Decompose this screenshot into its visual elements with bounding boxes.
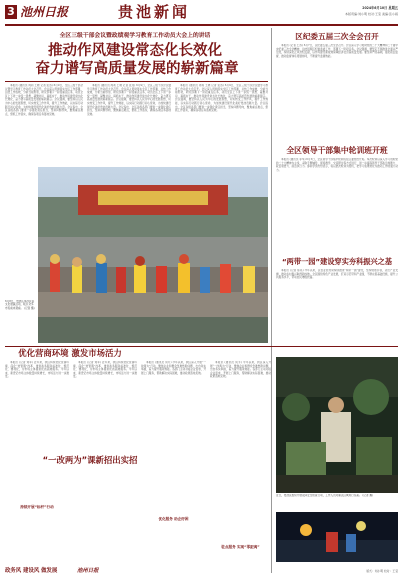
masthead-rule <box>5 24 398 26</box>
night-street-image <box>276 512 398 562</box>
footer <box>5 565 398 577</box>
footer-print-line: 版式：刘小明 校对：王莹 <box>366 569 398 573</box>
bottom-left-1-headline: 优化营商环境 激发市场活力 <box>18 348 122 358</box>
lead-headline-2: 奋力谱写高质量发展的崭新篇章 <box>35 61 239 77</box>
section-title: 贵池新闻 <box>118 3 191 21</box>
bottom-left-1-body: 本报讯 (记者 刘军) 近年来，我区持续优化营商环境，深化“放管服”改革，推进政务服务标准化、规范化、便利化，为市场主体提供优质高效服务。今年以来，新登记市场主体数量持续增长，市场活力进一步激发。 <box>5 361 69 379</box>
left-column-separator <box>271 28 272 573</box>
bottom-sub-3: 驻点服务 实现“零距离” <box>221 545 260 549</box>
right-mid-body: 本报讯 (通讯员 李华) 6月5日，全区领导干部集中轮训班在区委党校开班。本次轮训以深入学习贯彻党的二十大精神为主线，采取专题辅导、现场教学、交流研讨等方式进行，进一步提高领导干部政治判断力、政治领悟力、政治执行力。参训学员纷纷表示，将以此次轮训为契机，把学习成果转化为推动工作的强大动力。 <box>276 158 398 172</box>
right-top-headline: 区纪委五届三次全会召开 <box>295 32 379 41</box>
bottom-left-2-body-col-2: 本报讯 (通讯员 何芳) 今年以来，我区深入开展“一改两为”行动，聚焦企业和群众急难愁盼问题，出台务实举措，着力提升服务效能。各部门主动对接企业需求，开展上门服务，帮助解决实际困难，推动政策落地见效。 <box>210 361 271 379</box>
photo-caption: 6月8日，贵池区举办民俗文化展演活动，吸引众多市民前来观看。 (记者 摄) <box>5 300 35 310</box>
lead-kicker: 全区三级干部会议暨政绩观学习教育工作动员大会上的讲话 <box>59 33 211 39</box>
lead-body-col-3: 本报讯 (通讯员 周莉 王晓 记者 张涛) 6月9日，全区三级干部会议暨学习教育工作动员大会召开。会议深入贯彻落实全区工作部署，总结工作成效，分析当前形势，研究部署下一阶段重点任务，动员全区上下进一步统一思想、凝聚共识、真抓实干，推动作风建设常态化长效化，奋力谱写高质量发展的崭新篇章。会议强调，要坚持以人民为中心的发展思想，切实转变工作作风，提升工作效能，以实际行动践行初心使命，为加快建设现代化美好贵池贡献力量。会议指出，全区各级各部门要进一步强化责任担当，坚持问题导向，聚焦重点难点，狠抓工作落实，确保各项任务落地见效。 <box>175 84 268 113</box>
night-inspection-image <box>276 357 398 493</box>
right-bottom-photo-caption: 近日，贵池区组织开展夜间安全检查行动，工作人员对重点区域进行巡查。 (记者 摄) <box>276 494 374 497</box>
date-line: 2024年6月10日 星期五 <box>362 6 398 10</box>
lead-rule <box>5 81 268 82</box>
logo-text: 池州日报 <box>20 5 69 19</box>
right-bottom-photo <box>276 357 398 493</box>
masthead <box>0 0 402 34</box>
right-mid-headline: 全区领导干部集中轮训班开班 <box>286 146 388 155</box>
lead-photo <box>38 167 268 343</box>
editor-line: 本版责编:刘小明 校对:王莹 美编:张小娟 <box>345 12 398 16</box>
lead-body-col-2: 本报讯 (通讯员 周莉 王晓 记者 张涛) 6月9日，全区三级干部会议暨学习教育工作动员大会召开。会议深入贯彻落实全区工作部署，总结工作成效，分析当前形势，研究部署下一阶段重点任务，动员全区上下进一步统一思想、凝聚共识、真抓实干，推动作风建设常态化长效化，奋力谱写高质量发展的崭新篇章。会议强调，要坚持以人民为中心的发展思想，切实转变工作作风，提升工作效能，以实际行动践行初心使命，为加快建设现代化美好贵池贡献力量。会议指出，全区各级各部门要进一步强化责任担当，坚持问题导向，聚焦重点难点，狠抓工作落实，确保各项任务落地见效。 <box>87 84 171 116</box>
bottom-left-2-headline: “一改两为”课新招出实招 <box>42 455 138 465</box>
right-low-body: 本报讯 (记者 陈亮) 今年以来，区农业农村局持续推进“两带一园”建设，坚持规划引领，突出产业支撑，推动乡村振兴取得新成效。全区围绕特色产业发展，打造示范带和产业园，不断完善基础设施，提升公共服务水平，带动农民增收致富。 <box>276 269 398 280</box>
bottom-left-1-body-col-2: 本报讯 (记者 刘军) 近年来，我区持续优化营商环境，深化“放管服”改革，推进政务服务标准化、规范化、便利化，为市场主体提供优质高效服务。今年以来，新登记市场主体数量持续增长，市场活力进一步激发。 <box>73 361 137 379</box>
bottom-divider <box>5 346 398 347</box>
page-number-badge <box>5 5 17 19</box>
footer-slogan: 政务风 建设风 做发展 <box>5 568 58 574</box>
lead-body-col-1: 本报讯 (通讯员 周莉 王晓 记者 张涛) 6月9日，全区三级干部会议暨学习教育工作动员大会召开。会议深入贯彻落实全区工作部署，总结工作成效，分析当前形势，研究部署下一阶段重点任务，动员全区上下进一步统一思想、凝聚共识、真抓实干，推动作风建设常态化长效化，奋力谱写高质量发展的崭新篇章。会议强调，要坚持以人民为中心的发展思想，切实转变工作作风，提升工作效能，以实际行动践行初心使命，为加快建设现代化美好贵池贡献力量。会议指出，全区各级各部门要进一步强化责任担当，坚持问题导向，聚焦重点难点，狠抓工作落实，确保各项任务落地见效。 <box>5 84 83 116</box>
festival-performance-image <box>38 167 268 343</box>
bottom-sub-2: 优化服务 助企纾困 <box>158 517 189 521</box>
right-top-body: 本报讯 (记者 王涛) 6月7日，区纪委五届三次全会召开。会议深入学习贯彻党的二十大精神和二十届中央纪委三次全会精神，总结回顾区纪委监委工作，部署下一阶段任务。会议强调，要坚定不移推进全面从严治党，持续深化正风肃纪反腐，以作风建设新成效保障经济社会高质量发展。要坚持严的基调，强化政治监督，推动监督体系贯通协同，不断提升监督效能。 <box>276 44 398 58</box>
newspaper-logo <box>20 5 68 19</box>
footer-brand: 池州日报 <box>77 568 99 574</box>
bottom-left-2-body: 本报讯 (通讯员 何芳) 今年以来，我区深入开展“一改两为”行动，聚焦企业和群众急难愁盼问题，出台务实举措，着力提升服务效能。各部门主动对接企业需求，开展上门服务，帮助解决实际困难，推动政策落地见效。 <box>141 361 206 375</box>
bottom-sub-1: 持续开展“标杆”行动 <box>20 505 54 509</box>
lead-headline-1: 推动作风建设常态化长效化 <box>48 43 222 59</box>
page-number: 3 <box>7 5 15 18</box>
right-bottom-photo-2 <box>276 512 398 562</box>
right-low-headline: “两带一园”建设穿实夯科振兴之基 <box>281 257 393 266</box>
